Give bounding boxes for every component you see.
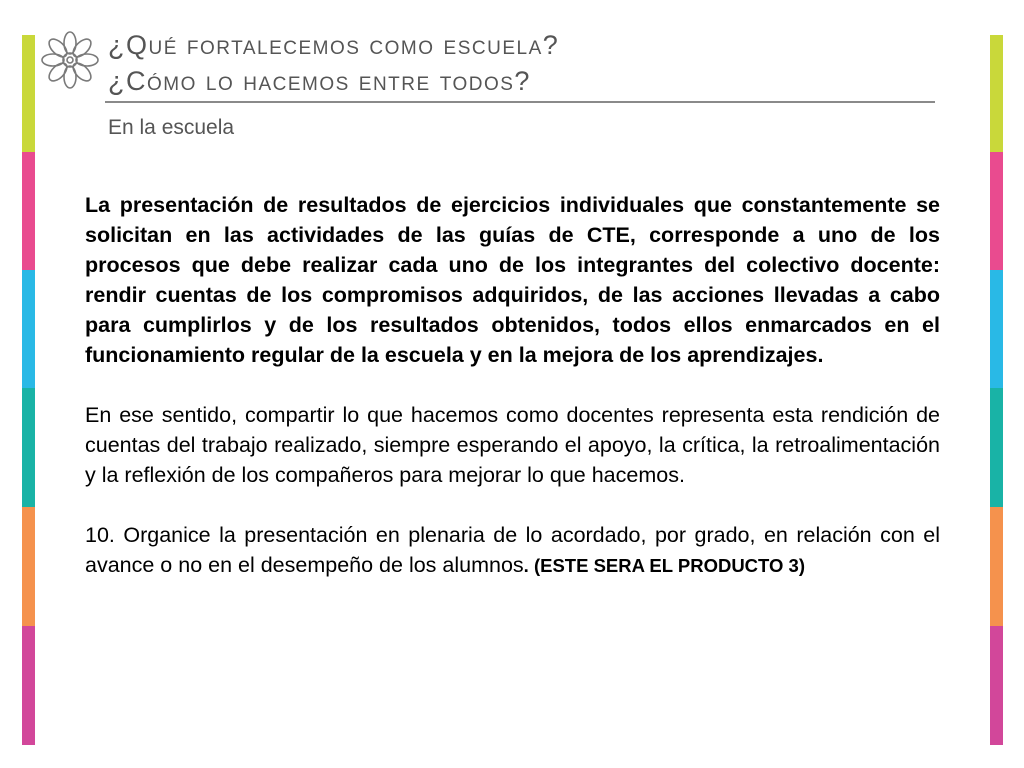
mandala-flower-icon — [40, 30, 100, 90]
body-text — [85, 190, 940, 581]
stripe-segment — [22, 35, 35, 152]
stripe-segment — [22, 388, 35, 507]
stripe-segment — [22, 626, 35, 745]
stripe-segment — [990, 626, 1003, 745]
stripe-segment — [22, 152, 35, 270]
stripe-segment — [22, 507, 35, 626]
left-color-stripe — [22, 35, 35, 745]
paragraph-2: En ese sentido, compartir lo que hacemos como docentes representa esta rendición de cuentas del trabajo realizado, siempre esperando el apoyo, la crítica, la retroalimentación y la reflexión de los compañeros para mejorar lo que hacemos. — [85, 403, 940, 487]
paragraph-3 — [85, 520, 940, 581]
stripe-segment — [990, 152, 1003, 270]
product-note: . (ESTE SERA EL PRODUCTO 3) — [523, 555, 805, 576]
stripe-segment — [990, 388, 1003, 507]
header-title-line-2: ¿Cómo lo hacemos entre todos? — [108, 66, 531, 96]
header-subtitle: En la escuela — [108, 116, 235, 139]
header-title-line-1: ¿Qué fortalecemos como escuela? — [108, 30, 560, 60]
stripe-segment — [990, 35, 1003, 152]
stripe-segment — [990, 507, 1003, 626]
paragraph-1: La presentación de resultados de ejercicios individuales que constantemente se solicitan en las actividades de las guías de CTE, corresponde a uno de los procesos que debe realizar cada uno de los integrantes del colectivo docente: rendir cuentas de los compromisos adquiridos, de las acciones llevadas a cabo para cumplirlos y de los resultados obtenidos, todos ellos enmarcados en el funcionamiento regular de la escuela y en la mejora de los aprendizajes. — [85, 193, 940, 367]
paragraph-3-main: 10. Organice la presentación en plenaria de lo acordado, por grado, en relación con el avance o no en el desempeño de los alumnos — [85, 523, 940, 577]
right-color-stripe — [990, 35, 1003, 745]
stripe-segment — [990, 270, 1003, 388]
header-divider — [105, 101, 935, 103]
stripe-segment — [22, 270, 35, 388]
